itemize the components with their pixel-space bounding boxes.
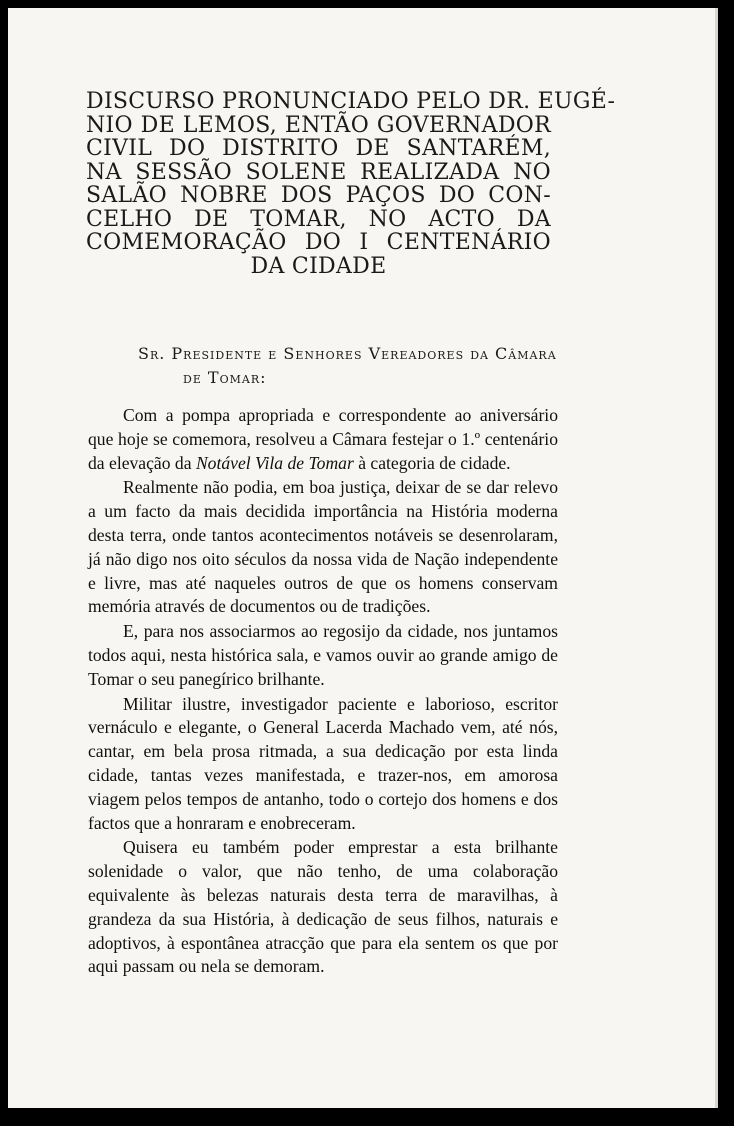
title-line: DISCURSO PRONUNCIADO PELO DR. EUGÉ- — [86, 89, 616, 114]
paragraph: Quisera eu também poder emprestar a esta brilhante solenidade o valor, que não tenho, de uma colaboração equivalente às belezas naturais desta terra de maravilhas, à grandeza da sua História, à dedicação de seus filhos, naturais e adoptivos, à espontânea atracção que para ela sentem os que por aqui passam ou nela se demoram. — [88, 837, 558, 977]
paragraph — [88, 404, 558, 475]
title-line: CIVIL DO DISTRITO DE SANTARÉM, — [86, 136, 551, 161]
paragraph-text: Com a pompa apropriada e correspondente ao aniversário que hoje se comemora, resolveu a Câmara festejar o 1.º centenário da elevação da — [88, 405, 558, 473]
speech-body — [88, 404, 558, 979]
title-line: NA SESSÃO SOLENE REALIZADA NO — [86, 159, 551, 185]
title-line: COMEMORAÇÃO DO I CENTENÁRIO — [86, 230, 551, 255]
title-line: SALÃO NOBRE DOS PAÇOS DO CON- — [86, 183, 551, 208]
page-edge — [715, 8, 718, 1108]
paragraph: E, para nos associarmos ao regosijo da cidade, nos juntamos todos aqui, nesta histórica sala, e vamos ouvir ao grande amigo de Tomar o seu panegírico brilhante. — [88, 621, 558, 689]
paragraph: Militar ilustre, investigador paciente e laborioso, escritor vernáculo e elegante, o General Lacerda Machado vem, até nós, cantar, em bela prosa ritmada, a sua dedicação por esta linda cidade, tantas vezes manifestada, e trazer-nos, em amorosa viagem pelos tempos de antanho, todo o cortejo dos homens e dos factos que a honraram e enobreceram. — [88, 693, 558, 833]
paragraph: Realmente não podia, em boa justiça, deixar de se dar relevo a um facto da mais decidida importância na História moderna desta terra, onde tantos acontecimentos notáveis se desenrolaram, já não digo nos oito séculos da nossa vida de Nação independente e livre, mas até naqueles outros de que os homens conservam memória através de documentos ou de tradições. — [88, 477, 558, 617]
document-page — [8, 8, 718, 1108]
speech-title — [86, 89, 616, 279]
paragraph-text: à categoria de cidade. — [353, 452, 511, 473]
title-line: CELHO DE TOMAR, NO ACTO DA — [86, 206, 551, 232]
salutation — [138, 342, 568, 390]
title-line: NIO DE LEMOS, ENTÃO GOVERNADOR — [86, 112, 551, 138]
title-line: DA CIDADE — [250, 253, 387, 279]
salutation-line-2: de Tomar: — [183, 368, 267, 387]
salutation-line-1: Sr. Presidente e Senhores Vereadores da Câmara — [138, 344, 557, 363]
italic-phrase: Notável Vila de Tomar — [195, 452, 354, 473]
